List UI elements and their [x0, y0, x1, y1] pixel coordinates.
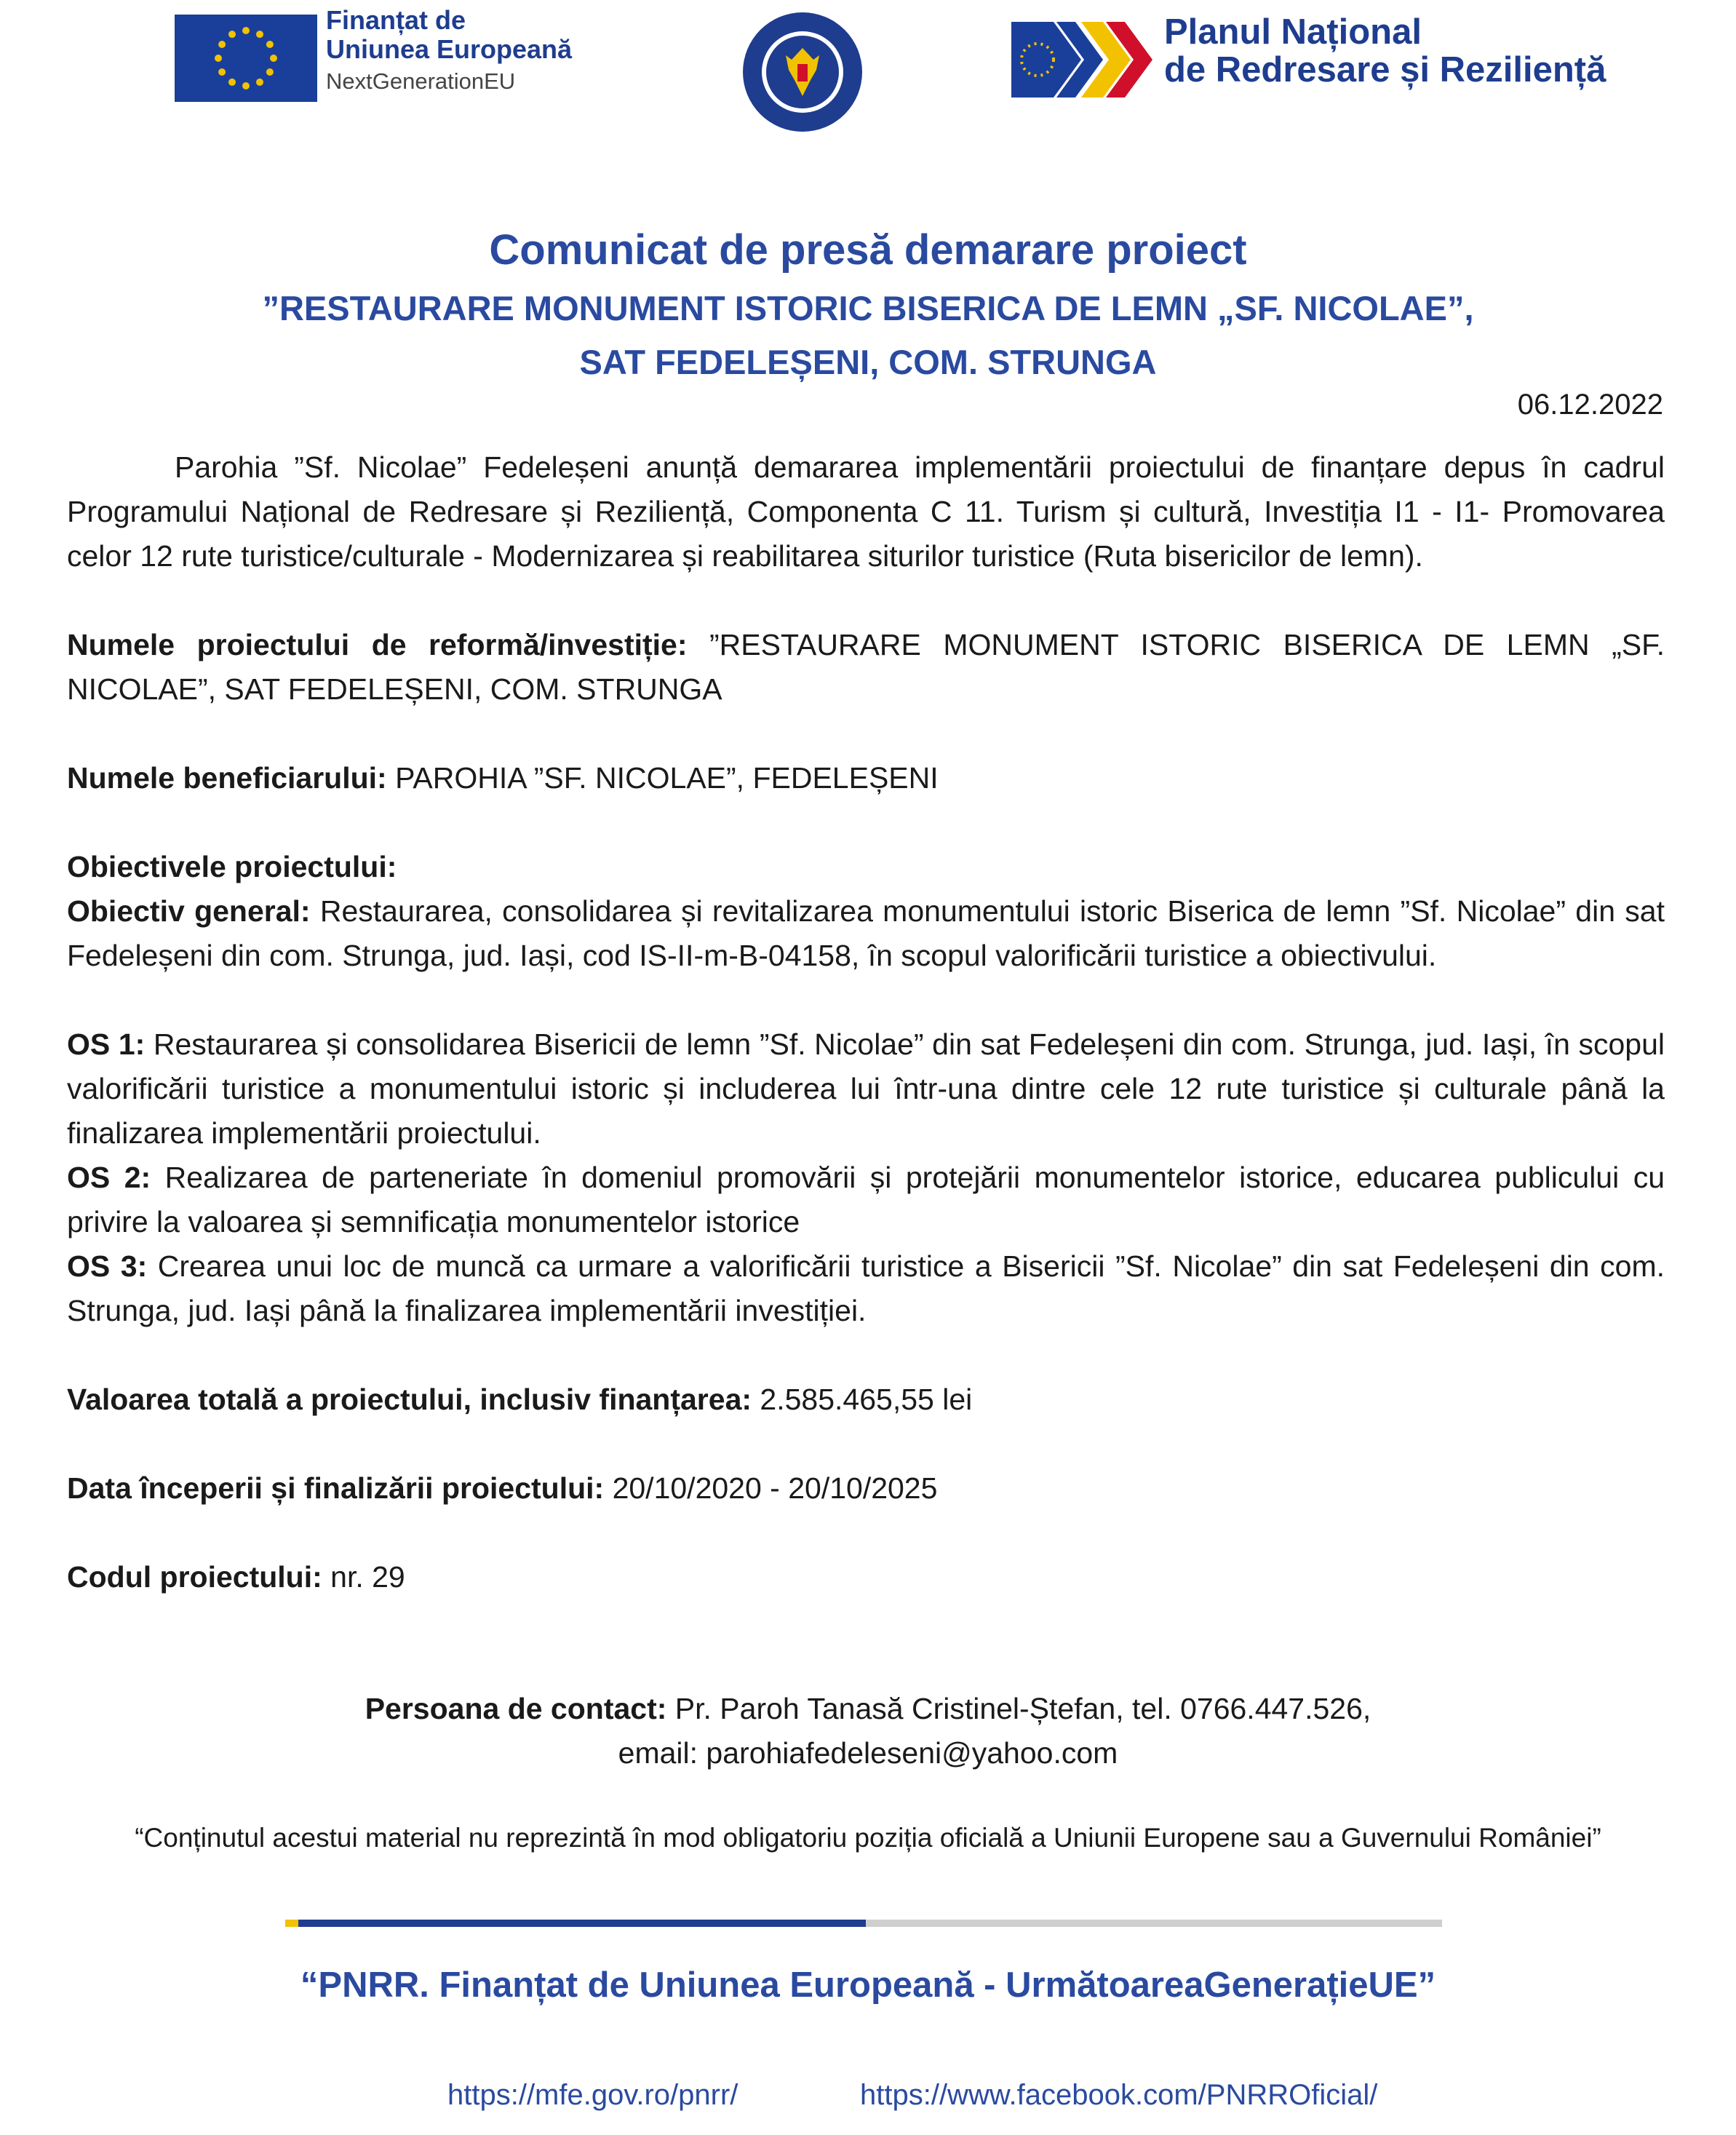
pnrr-logo-line1: Planul Național: [1164, 12, 1422, 52]
os2-paragraph: [67, 1156, 1665, 1244]
project-period-value: 20/10/2020 - 20/10/2025: [604, 1471, 938, 1505]
project-name-value: ”RESTAURARE MONUMENT ISTORIC BISERICA DE LEMN „SF. NICOLAE”, SAT FEDELEȘENI, COM. STRUNGA: [67, 628, 1665, 706]
eu-funding-logo-text: [326, 6, 572, 94]
pnrr-logo-line2: de Redresare și Reziliență: [1164, 50, 1606, 90]
eu-star-icon: [215, 55, 222, 62]
contact-value: Pr. Paroh Tanasă Cristinel-Ștefan, tel. 0766.447.526,: [666, 1692, 1371, 1725]
page-title: Comunicat de presă demarare proiect: [489, 226, 1247, 274]
press-release-body: [67, 445, 1665, 1599]
press-release-date: 06.12.2022: [1517, 389, 1663, 421]
eu-star-icon: [242, 82, 250, 90]
footer-slogan: “PNRR. Finanțat de Uniunea Europeană - UrmătoareaGenerațieUE”: [300, 1965, 1436, 2005]
eu-star-icon: [266, 41, 274, 48]
disclaimer-text: “Conținutul acestui material nu reprezintă în mod obligatoriu poziția oficială a Uniunii Europene sau a Guvernului României”: [135, 1823, 1601, 1853]
os3-paragraph: [67, 1244, 1665, 1333]
os2-label: OS 2:: [67, 1161, 151, 1194]
os1-label: OS 1:: [67, 1027, 146, 1061]
project-name-paragraph: [67, 623, 1665, 712]
project-code-value: nr. 29: [322, 1560, 405, 1594]
project-title-line1: ”RESTAURARE MONUMENT ISTORIC BISERICA DE LEMN „SF. NICOLAE”,: [262, 289, 1474, 327]
contact-email[interactable]: email: parohiafedeleseni@yahoo.com: [618, 1736, 1118, 1770]
total-value-amount: 2.585.465,55 lei: [752, 1383, 973, 1416]
objectives-heading: [67, 845, 1665, 889]
contact-line: [0, 1687, 1736, 1731]
eu-star-icon: [270, 55, 277, 62]
beneficiary-value: PAROHIA ”SF. NICOLAE”, FEDELEȘENI: [386, 761, 939, 795]
footer-divider-tip: [285, 1920, 298, 1927]
eu-star-icon: [266, 68, 274, 76]
os3-value: Crearea unui loc de muncă ca urmare a valorificării turistice a Bisericii ”Sf. Nicolae” din sat Fedeleșeni din com. Strunga, jud. Iași până la finalizarea implementării investiției.: [67, 1249, 1665, 1327]
eu-star-icon: [218, 41, 226, 48]
project-code-paragraph: [67, 1555, 1665, 1599]
os3-label: OS 3:: [67, 1249, 148, 1283]
eu-star-icon: [228, 79, 236, 86]
objectives-heading-text: Obiectivele proiectului:: [67, 850, 397, 883]
beneficiary-paragraph: [67, 756, 1665, 800]
pnrr-logo-icon: [1011, 17, 1154, 102]
eu-star-icon: [242, 27, 250, 34]
eu-logo-line2: Uniunea Europeană: [326, 34, 573, 65]
project-period-paragraph: [67, 1466, 1665, 1511]
contact-block: [0, 1687, 1736, 1776]
general-objective-value: Restaurarea, consolidarea și revitalizarea monumentului istoric Biserica de lemn ”Sf. Nicolae” din sat Fedeleșeni din com. Strunga, jud. Iași, cod IS-II-m-B-04158, în scopul valorificării turistice a obiectivului.: [67, 894, 1665, 972]
intro-paragraph: Parohia ”Sf. Nicolae” Fedeleșeni anunță demararea implementării proiectului de finanțare depus în cadrul Programului Național de Redresare și Reziliență, Componenta C 11. Turism și cultură, Investiția I1 - I1- Promovarea celor 12 rute turistice/culturale - Modernizarea și reabilitarea siturilor turistice (Ruta bisericilor de lemn).: [67, 450, 1665, 573]
beneficiary-label: Numele beneficiarului:: [67, 761, 387, 795]
project-period-label: Data începerii și finalizării proiectului:: [67, 1471, 605, 1505]
total-value-label: Valoarea totală a proiectului, inclusiv finanțarea:: [67, 1383, 752, 1416]
pnrr-logo-text: [1164, 13, 1606, 90]
romanian-government-seal-icon: [741, 10, 864, 134]
project-name-label: Numele proiectului de reformă/investiție:: [67, 628, 688, 661]
footer-divider-accent: [285, 1920, 866, 1927]
eu-logo-line3: NextGenerationEU: [326, 68, 516, 94]
contact-label: Persoana de contact:: [365, 1692, 667, 1725]
eu-star-icon: [228, 31, 236, 38]
os1-value: Restaurarea și consolidarea Bisericii de lemn ”Sf. Nicolae” din sat Fedeleșeni din com. Strunga, jud. Iași, în scopul valorificării turistice a monumentului istoric și includerea lui într-una dintre cele 12 rute turistice și culturale până la finalizarea implementării proiectului.: [67, 1027, 1665, 1150]
eu-flag-icon: [175, 15, 317, 102]
mfe-pnrr-link[interactable]: https://mfe.gov.ro/pnrr/: [447, 2079, 738, 2111]
project-title-line2: SAT FEDELEȘENI, COM. STRUNGA: [579, 343, 1157, 381]
eu-logo-line1: Finanțat de: [326, 5, 466, 35]
general-objective-paragraph: [67, 889, 1665, 978]
os1-paragraph: [67, 1022, 1665, 1156]
eu-star-icon: [218, 68, 226, 76]
total-value-paragraph: [67, 1377, 1665, 1422]
eu-star-icon: [256, 79, 263, 86]
facebook-pnrr-link[interactable]: https://www.facebook.com/PNRROficial/: [860, 2079, 1378, 2111]
general-objective-label: Obiectiv general:: [67, 894, 311, 928]
eu-star-icon: [256, 31, 263, 38]
project-code-label: Codul proiectului:: [67, 1560, 322, 1594]
os2-value: Realizarea de parteneriate în domeniul promovării și protejării monumentelor istorice, educarea publicului cu privire la valoarea și semnificația monumentelor istorice: [67, 1161, 1665, 1239]
